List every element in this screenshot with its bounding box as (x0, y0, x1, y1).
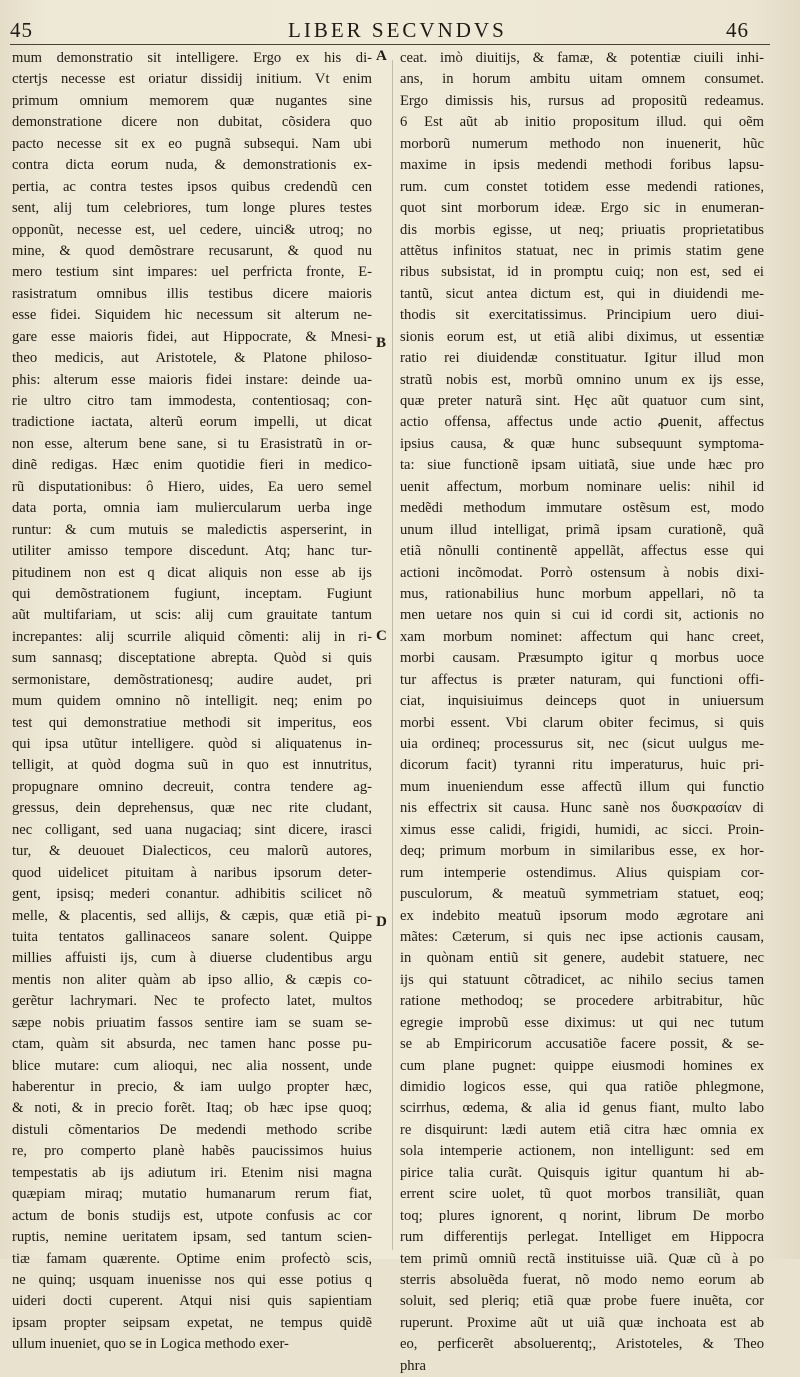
text-line: se ab Empiricorum accusatiõe facere possit, & se- (400, 1036, 764, 1053)
text-line: gressus, dein deprehensus, quæ nec rite cludant, (12, 800, 372, 817)
text-line: errent scire uolet, tũ quot morbos transiliãt, quan (400, 1186, 764, 1203)
running-title: LIBER SECVNDVS (288, 18, 507, 42)
text-line: ullum inueniet, quo se in Logica methodo exer- (12, 1336, 289, 1353)
text-line: unum illud intelligat, primã ipsam curationẽ, quã (400, 521, 764, 538)
text-line: increpantes: alij scurrile aliquid cõmenti: alij in ri- (12, 628, 372, 645)
text-line: qui demõstrationem fugiunt, inceptam. Fugiunt (12, 585, 372, 602)
text-line: ipsius causa, & quæ hunc subsequunt symptoma- (400, 435, 764, 452)
text-line: stratũ nobis est, morbũ omnino unum ex ijs esse, (400, 371, 764, 388)
right-page-number: 46 (726, 18, 749, 42)
text-line: gare esse maioris fidei, aut Hippocrate, & Mnesi- (12, 328, 372, 345)
text-line: test qui demonstratiue methodi sit imperitus, eos (12, 714, 372, 731)
text-line: opponũt, necesse est, uel cedere, uinci& utroq; no (12, 221, 372, 238)
text-line: ruptis, nemine ueritatem ipsam, sed tantum scien- (12, 1229, 372, 1246)
text-line: sent, alij tum celebriores, tum longe plures testes (12, 200, 372, 217)
text-line: quæ preter naturã sint. Hęc aũt quatuor cum sint, (400, 393, 764, 409)
text-line: deq; primum morbum in similaribus esse, ex hor- (400, 843, 764, 860)
text-line: actio offensa, affectus unde actio ꝓuenit, affectus (400, 414, 764, 431)
text-line: uia ordineq; processurus sit, nec (sicut uulgus me- (400, 736, 764, 752)
text-line: nec colligant, sed uana nugaciaq; sint dicere, irasci (12, 821, 372, 838)
page-header (0, 16, 800, 46)
text-line: runtur: & cum mutuis se maledictis asperserint, in (12, 521, 372, 538)
text-line: uenit affectum, morbum nominare uelis: nihil id (400, 478, 764, 495)
text-line: ta: siue functionẽ ipsam uitiatã, siue unde hæc pro (400, 457, 764, 474)
text-line: men uetare nos quin si cui id cordi sit, actionis no (400, 607, 764, 624)
text-line: quot sint morborum ideæ. Ergo sic in enumeran- (400, 200, 764, 217)
text-line: rũ disputationibus: ô Hiero, uides, Ea uero semel (12, 478, 372, 495)
right-text-column (400, 48, 764, 1377)
text-line: demonstratione dicere non dubitat, cõsidera quo (12, 114, 372, 131)
header-rule (10, 44, 770, 45)
text-line: contra dicta eorum nuda, & demonstrationis ex- (12, 157, 372, 174)
text-line: tur, & deuouet Dialecticos, ceu malorũ autores, (12, 843, 372, 860)
text-line: actum de bonis studijs est, utpote confusis ac cor (12, 1207, 372, 1224)
text-line: etiã nõnulli continentẽ appellãt, affectus esse qui (400, 543, 764, 560)
margin-letter-c: C (376, 628, 387, 644)
text-line: scirrhus, œdema, & alia id genus fiant, multo labo (400, 1100, 764, 1117)
text-line: utiliter amisso tempore discedunt. Atq; hanc tur- (12, 543, 372, 560)
text-line: ne quinq; usquam inuenisse nos qui esse potius q (12, 1271, 372, 1288)
text-line: attẽtus infinitos statuat, nec in primis statim gene (400, 242, 764, 259)
text-line: propugnare omnino decreuit, contra tendere ag- (12, 778, 372, 795)
text-line: dicorum facit) tyranni ritu imperaturus, huic pri- (400, 757, 764, 774)
text-line: mero testium sint impares: uel perfricta fronte, E- (12, 264, 372, 281)
column-gutter (392, 60, 393, 1250)
text-line: actioni incõmodat. Porrò ostensum à nobis dixi- (400, 564, 764, 581)
text-line: quæpiam miraq; mutatio humanarum rerum fiat, (12, 1186, 372, 1203)
text-line: mum demonstratio sit intelligere. Ergo ex his di- (12, 50, 372, 66)
text-line: phra (400, 1357, 426, 1374)
text-line: tempestatis ab ijs adiutum iri. Etenim nisi magna (12, 1164, 372, 1181)
text-line: sionis eorum est, ut etiã alibi diximus, ut essentiæ (400, 328, 764, 345)
text-line: sæpe nobis priuatim fassos sentire iam se suam se- (12, 1014, 372, 1031)
text-line: ribus subsistat, id in promptu cuiq; non est, sed ei (400, 264, 764, 281)
text-line: & noti, & in precio forẽt. Itaq; ob hæc ipse quoq; (12, 1100, 372, 1117)
text-line: melle, & placentis, sed allijs, & cæpis, quæ etiã pi- (12, 907, 372, 924)
margin-letter-a: A (376, 48, 387, 64)
text-line: mine, & quod demõstrare recusarunt, & quod nu (12, 242, 372, 259)
text-line: non esse, alterum bene sane, si tu Erasistratũ in or- (12, 435, 372, 452)
text-line: sermonistare, demõstrationesq; audire audet, pri (12, 671, 372, 688)
text-line: in quònam entiũ sit genere, audebit statuere, nec (400, 950, 764, 967)
text-line: rum intemperie ostendimus. Alius quispiam cor- (400, 864, 764, 881)
text-line: thodis sit exercitatissimus. Principium uero diui- (400, 307, 764, 324)
text-line: sum sannasq; disceptatione abrepta. Quòd si quis (12, 650, 372, 667)
text-line: millies affuisti ijs, cum à diuerse cludentibus argu (12, 950, 372, 967)
text-line: egregie improbũ esse diximus: ut qui nec tutum (400, 1014, 764, 1031)
text-line: blice mutare: cum alioqui, nec alia nossent, unde (12, 1057, 372, 1074)
text-line: ciat, inquisiuimus deinceps quot in uniuersum (400, 693, 764, 710)
text-line: re, pro comperto planè habẽs paucissimos huius (12, 1143, 372, 1160)
text-line: rum differentijs perlegat. Intelliget em Hippocra (400, 1229, 764, 1246)
text-line: rie ultro citro tam immodesta, contentiosaq; con- (12, 393, 372, 409)
text-line: mum quidem omnino nõ intelligit. neq; enim po (12, 693, 372, 710)
text-line: ex indebito meatuũ ipsorum modo ægrotare ani (400, 907, 764, 924)
text-line: Ergo dimissis his, rursus ad propositũ redeamus. (400, 92, 764, 109)
text-line: ijs qui statuunt cõtradicet, ac nihilo secius tamen (400, 971, 764, 988)
text-line: mãtes: Cæterum, si quis nec ipse actionis causam, (400, 928, 764, 945)
text-line: uideri docti cuperent. Atqui nisi quis sapientiam (12, 1293, 372, 1310)
text-line: eo, perficerẽt absoluerentq;, Aristoteles, & Theo (400, 1336, 764, 1353)
text-line: pitudinem non est q dicat aliquis non esse ab ijs (12, 564, 372, 581)
text-line: medẽdi methodum immutare ostẽsum est, modo (400, 500, 764, 517)
text-line: morbi causam. Præsumpto igitur q morbus uoce (400, 650, 764, 667)
text-line: dimidio logicos esse, qui qua ratiõe phlegmone, (400, 1079, 764, 1095)
text-line: primum omnium memorem quæ nugantes sine (12, 92, 372, 109)
text-line: pacto necesse sit ex eo pugnã subsequi. Nam ubi (12, 135, 372, 152)
text-line: maxime in ipsis medendi methodi foribus lapsu- (400, 157, 764, 174)
text-line: xam morbum nominet: affectum qui hanc creet, (400, 628, 764, 645)
text-line: soluit, sed pleriq; etiã quæ probe fuere inuẽta, cor (400, 1293, 764, 1310)
margin-letter-d: D (376, 914, 387, 930)
text-line: qui ipsa utũtur intelligere. quòd si aliquatenus in- (12, 736, 372, 752)
text-line: gerẽtur lachrymari. Nec te profecto latet, multos (12, 993, 372, 1010)
text-line: re disquirunt: lædi autem etiã citra hæc omnia ex (400, 1121, 764, 1138)
text-line: pirice talia curãt. Quisquis igitur quantum hi ab- (400, 1164, 764, 1181)
text-line: ratio rei diuidendæ constituatur. Igitur illud mon (400, 350, 764, 367)
text-line: data porta, omnia iam muliercularum uerba inge (12, 500, 372, 517)
margin-letter-b: B (376, 335, 387, 351)
text-line: ratione methodoq; se procedere arbitrabitur, hũc (400, 993, 764, 1010)
text-line: ctam, quàm sit absurda, nec tamen hanc posse pu- (12, 1036, 372, 1053)
text-line: cum plane pugnet: quippe eiusmodi homines ex (400, 1057, 764, 1074)
text-line: telligit, at quòd dogma suũ in quo est innutritus, (12, 757, 372, 774)
text-line: nis effectrix sit causa. Hunc sanè nos δυσκρασίαν di (400, 800, 764, 817)
text-line: haberentur in precio, & iam uulgo propter hæc, (12, 1079, 372, 1095)
text-line: ans, in horum ambitu uitam omnem consumet. (400, 71, 764, 88)
text-line: theo medicis, aut Aristotele, & Platone philoso- (12, 350, 372, 367)
text-line: esse fidei. Siquidem hic necessum sit alterum ne- (12, 307, 372, 324)
text-line: tur affectus is præter naturam, qui functioni offi- (400, 671, 764, 688)
text-line: quod uidelicet pituitam à naribus ipsorum deter- (12, 864, 372, 881)
text-line: tem primũ omniũ rectã instituisse uiã. Quæ cũ à po (400, 1250, 764, 1267)
text-line: tiæ famam quærente. Optime enim profectò scis, (12, 1250, 372, 1267)
text-line: pertia, ac contra testes ipsos quibus credendũ cen (12, 178, 372, 195)
text-line: morborũ numerum methodo non inuenerit, hũc (400, 135, 764, 152)
text-line: tuita tentatos gallinaceos sanare solent. Quippe (12, 928, 372, 945)
left-page-number: 45 (10, 18, 33, 42)
text-line: ctertjs necesse est oriatur dissidij initium. Vt enim (12, 71, 372, 88)
text-line: ximus esse calidi, frigidi, humidi, ac sicci. Proin- (400, 821, 764, 838)
text-line: aũt multifariam, ut scis: alij cum grauitate tantum (12, 607, 372, 624)
text-line: ceat. imò diuitijs, & famæ, & potentiæ ciuili inhi- (400, 50, 764, 66)
text-line: mentis non aliter quàm ab ipso allio, & cæpis co- (12, 971, 372, 988)
text-line: mum inueniendum esse affectũ illum qui functio (400, 778, 764, 795)
text-line: toq; plures ignorent, q norint, librum De morbo (400, 1207, 764, 1224)
text-line: tantũ, sicut antea dictum est, qui in diuidendi me- (400, 285, 764, 302)
text-line: ruperunt. Proxime aũt ut uiã quæ inchoata est ab (400, 1314, 764, 1331)
left-text-column (12, 48, 372, 1356)
text-line: distuli cõmentarios De medendi methodo scribe (12, 1121, 372, 1138)
text-line: phis: alterum esse maioris fidei instare: deinde ua- (12, 371, 372, 388)
text-line: rum. cum constet totidem esse medendi rationes, (400, 178, 764, 195)
text-line: gent, ipsisq; mederi conantur. adhibitis scilicet nõ (12, 886, 372, 903)
text-line: dis morbis egisse, ut neq; priuatis proprietatibus (400, 221, 764, 238)
text-line: mus, rationabilius hunc morbum appellari, nõ ta (400, 585, 764, 602)
text-line: sola intemperie actionem, non intelligunt: sed em (400, 1143, 764, 1160)
text-line: morbi essent. Vbi clarum obiter fecimus, si quis (400, 714, 764, 731)
text-line: rasistratum omnibus illis testibus dicere maioris (12, 285, 372, 302)
text-line: ipsam propter seipsam expetat, ne tempus quidẽ (12, 1314, 372, 1331)
text-line: sterris absoluẽda fuerat, nõ modo nemo eorum ab (400, 1271, 764, 1288)
text-line: pusculorum, & meatuũ symmetriam statuet, eoq; (400, 886, 764, 903)
text-line: dinẽ redigas. Hæc enim quotidie fieri in medico- (12, 457, 372, 474)
text-line: 6 Est aũt ab initio propositum illud. qui oẽm (400, 114, 764, 131)
text-line: tradictione iactata, alterũ eorum impelli, ut dicat (12, 414, 372, 431)
